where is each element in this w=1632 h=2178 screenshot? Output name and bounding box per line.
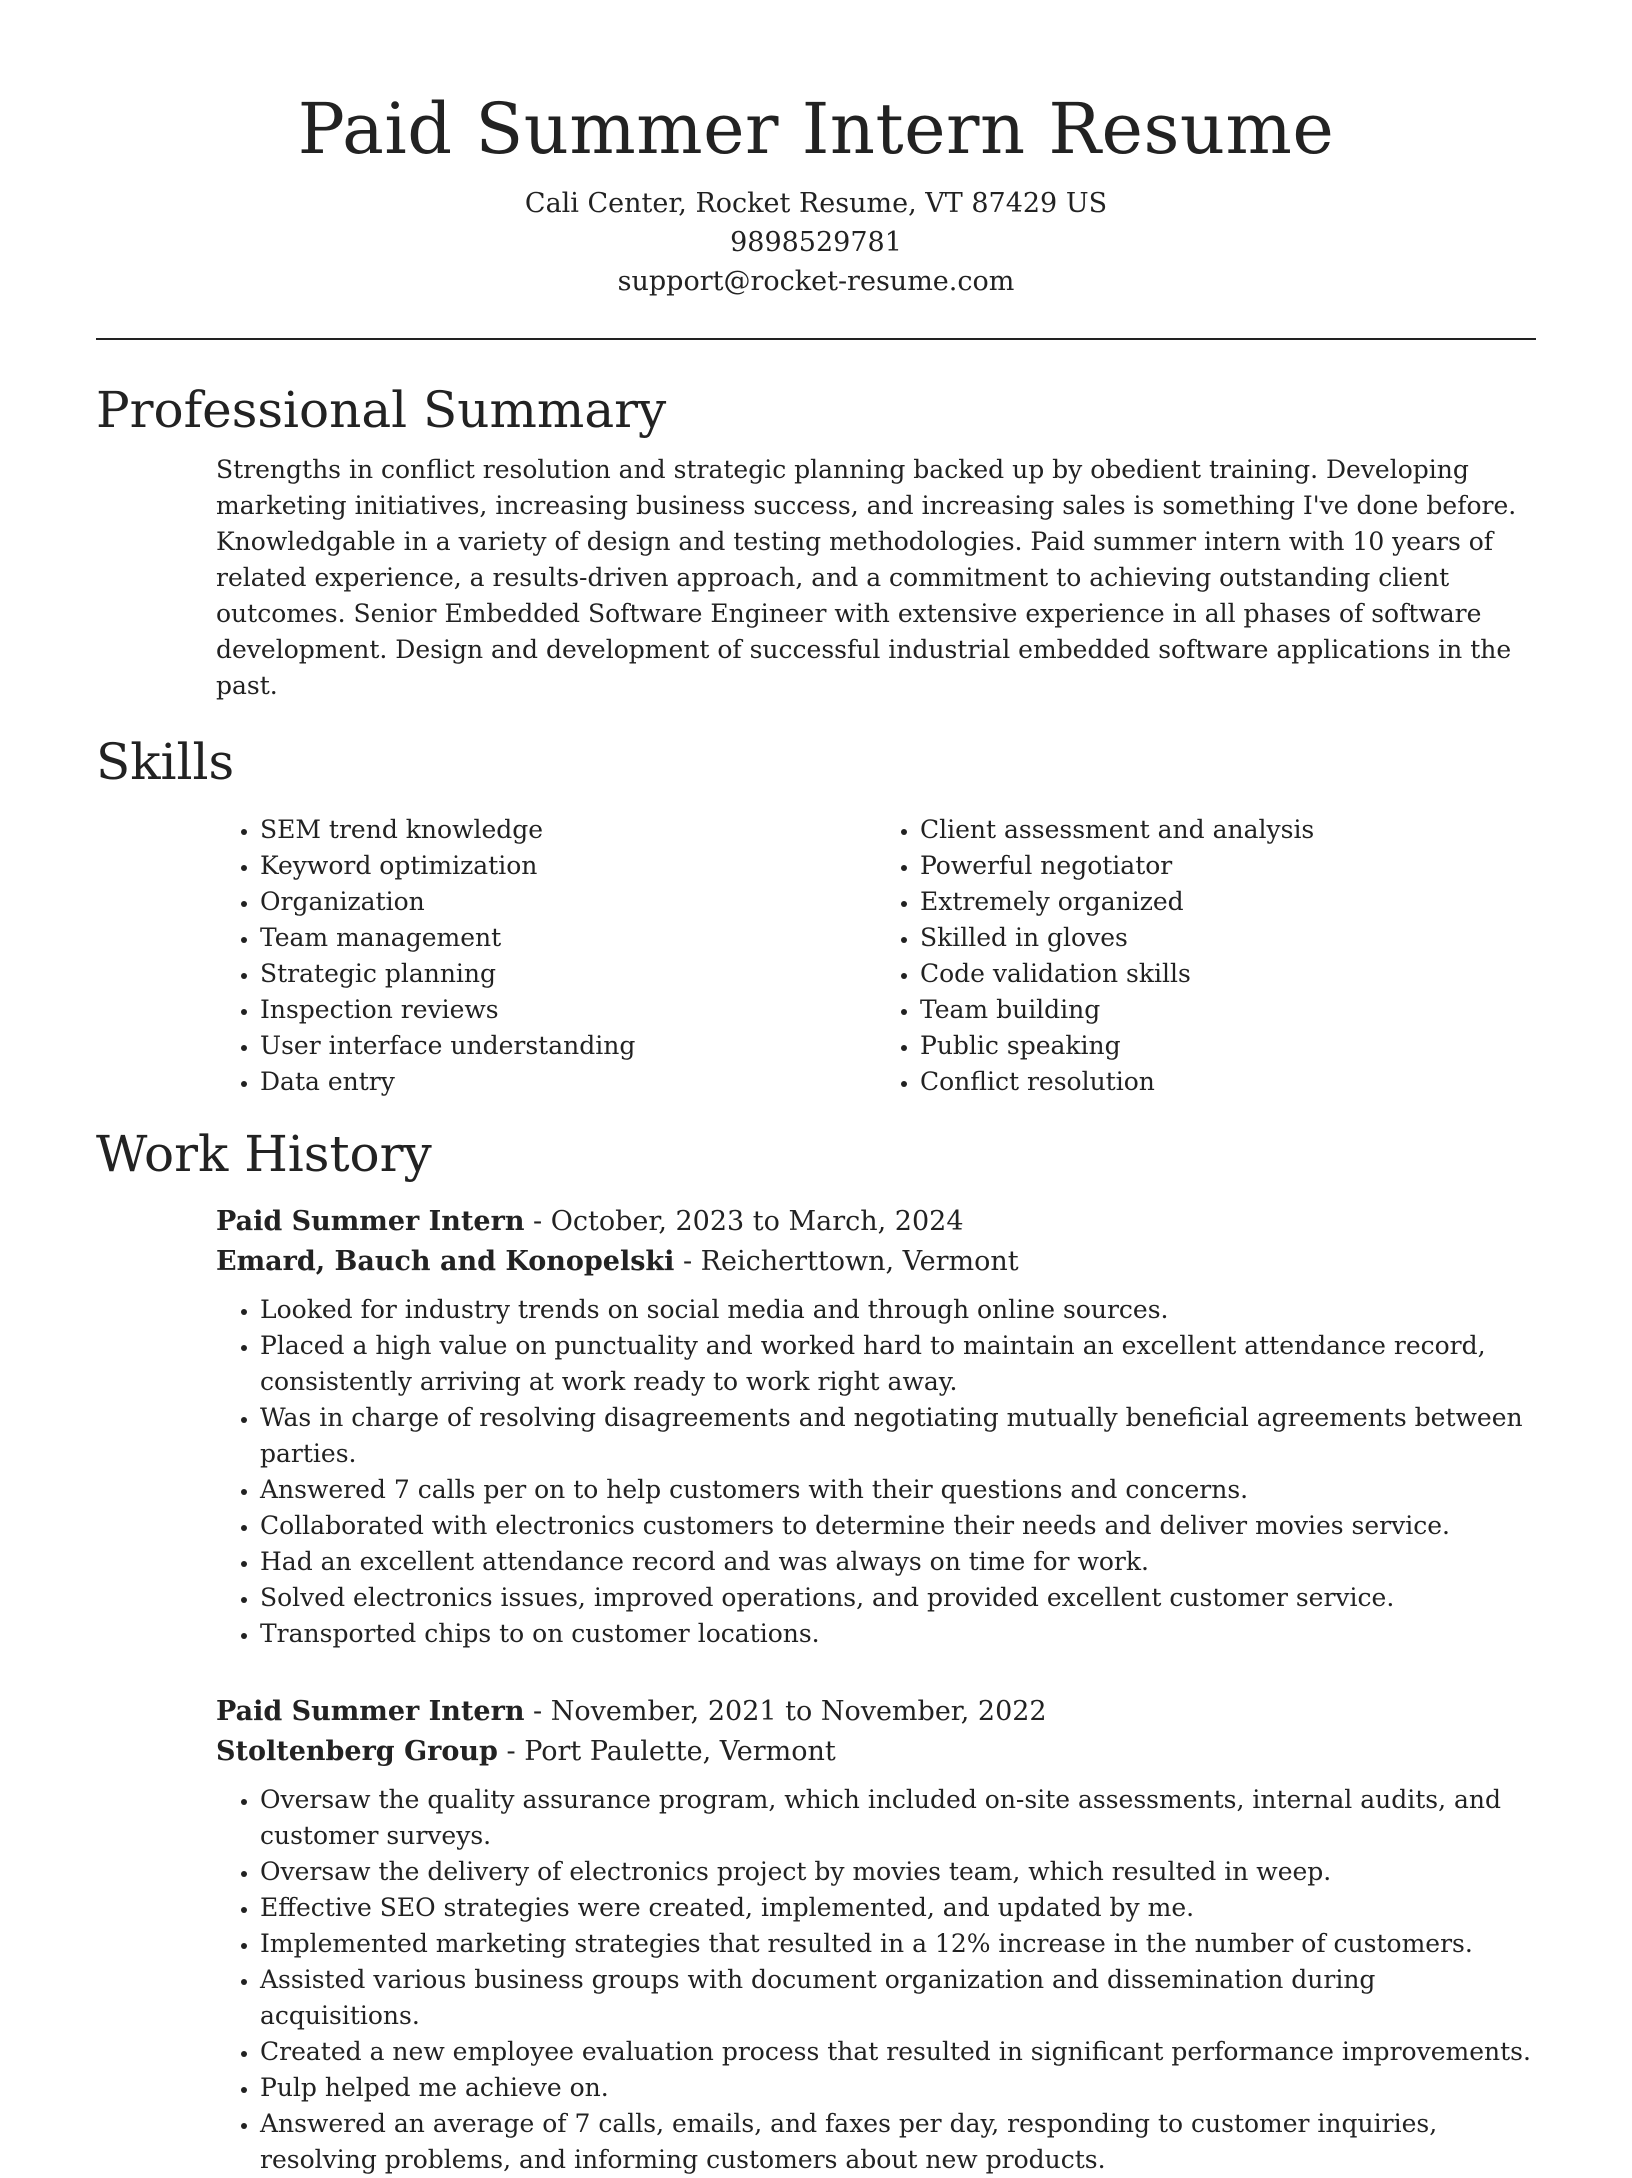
job-duty: • Oversaw the delivery of electronics project by movies team, which resulted in weep. [260, 1854, 1536, 1890]
skills-list-left [216, 812, 876, 1100]
job-duties-list [216, 1292, 1536, 1652]
skill-item: • Keyword optimization [260, 848, 876, 884]
job-duty: • Transported chips to on customer locations. [260, 1616, 1536, 1652]
job-company-line: Emard, Bauch and Konopelski - Reicherttown, Vermont [216, 1246, 1019, 1277]
job-title: Paid Summer Intern [216, 1206, 525, 1237]
skill-item: • Strategic planning [260, 956, 876, 992]
skills-list-right [876, 812, 1536, 1100]
job-duty: • Collaborated with electronics customers to determine their needs and deliver movies service. [260, 1508, 1536, 1544]
resume-header [96, 0, 1536, 301]
job-duty: • Implemented marketing strategies that resulted in a 12% increase in the number of customers. [260, 1926, 1536, 1962]
skill-item: • Organization [260, 884, 876, 920]
skill-item: • Team building [920, 992, 1536, 1028]
skills-section [96, 730, 1536, 1100]
job-duty: • Answered an average of 7 calls, emails, and faxes per day, responding to customer inquiries, resolving problems, and informing customers about new products. [260, 2106, 1536, 2178]
work-history-heading: Work History [96, 1125, 432, 1183]
job-duty: • Looked for industry trends on social media and through online sources. [260, 1292, 1536, 1328]
job-duty: • Had an excellent attendance record and was always on time for work. [260, 1544, 1536, 1580]
skill-item: • Powerful negotiator [920, 848, 1536, 884]
job-title-line: Paid Summer Intern - October, 2023 to March, 2024 [216, 1206, 964, 1237]
job-duty: • Assisted various business groups with document organization and dissemination during acquisitions. [260, 1962, 1536, 2034]
work-history-section [96, 1122, 1536, 2178]
job-duty: • Effective SEO strategies were created, implemented, and updated by me. [260, 1890, 1536, 1926]
header-divider [96, 338, 1536, 340]
contact-address: Cali Center, Rocket Resume, VT 87429 US [524, 188, 1108, 219]
skill-item: • Skilled in gloves [920, 920, 1536, 956]
skill-item: • Extremely organized [920, 884, 1536, 920]
summary-heading: Professional Summary [96, 381, 667, 439]
job-entry [216, 1202, 1536, 1652]
skill-item: • Client assessment and analysis [920, 812, 1536, 848]
job-duty: • Oversaw the quality assurance program, which included on-site assessments, internal audits, and customer surveys. [260, 1782, 1536, 1854]
job-duty: • Created a new employee evaluation process that resulted in significant performance improvements. [260, 2034, 1536, 2070]
job-company: Stoltenberg Group [216, 1736, 498, 1767]
job-dates: October, 2023 to March, 2024 [550, 1206, 964, 1237]
job-title: Paid Summer Intern [216, 1696, 525, 1727]
contact-email: support@rocket-resume.com [617, 266, 1015, 297]
job-duty: • Solved electronics issues, improved operations, and provided excellent customer service. [260, 1580, 1536, 1616]
job-duty: • Answered 7 calls per on to help customers with their questions and concerns. [260, 1472, 1536, 1508]
skill-item: • User interface understanding [260, 1028, 876, 1064]
skills-columns [216, 812, 1536, 1100]
skill-item: • Team management [260, 920, 876, 956]
summary-section [96, 378, 1536, 704]
skill-item: • Data entry [260, 1064, 876, 1100]
summary-text: Strengths in conflict resolution and strategic planning backed up by obedient training. Developing marketing initiatives, increasing business success, and increasing sales is something I've done before. Knowledgable in a variety of design and testing methodologies. Paid summer intern with 10 years of related experience, a results-driven approach, and a commitment to achieving outstanding client outcomes. Senior Embedded Software Engineer with extensive experience in all phases of software development. Design and development of successful industrial embedded software applications in the past. [216, 455, 1517, 700]
job-duty: • Pulp helped me achieve on. [260, 2070, 1536, 2106]
skill-item: • Inspection reviews [260, 992, 876, 1028]
job-title-line: Paid Summer Intern - November, 2021 to November, 2022 [216, 1696, 1047, 1727]
contact-phone: 9898529781 [730, 227, 902, 258]
resume-title: Paid Summer Intern Resume [297, 88, 1335, 170]
contact-block [96, 184, 1536, 301]
skill-item: • Conflict resolution [920, 1064, 1536, 1100]
job-company: Emard, Bauch and Konopelski [216, 1246, 675, 1277]
job-duty: • Placed a high value on punctuality and worked hard to maintain an excellent attendance record, consistently arriving at work ready to work right away. [260, 1328, 1536, 1400]
skill-item: • Code validation skills [920, 956, 1536, 992]
resume-page [96, 0, 1536, 2178]
job-company-line: Stoltenberg Group - Port Paulette, Vermont [216, 1736, 836, 1767]
skill-item: • Public speaking [920, 1028, 1536, 1064]
job-entry [216, 1692, 1536, 2178]
skills-heading: Skills [96, 733, 235, 791]
job-dates: November, 2021 to November, 2022 [550, 1696, 1047, 1727]
job-location: Reicherttown, Vermont [700, 1246, 1019, 1277]
job-duties-list [216, 1782, 1536, 2178]
skill-item: • SEM trend knowledge [260, 812, 876, 848]
job-duty: • Was in charge of resolving disagreements and negotiating mutually beneficial agreements between parties. [260, 1400, 1536, 1472]
job-location: Port Paulette, Vermont [524, 1736, 836, 1767]
